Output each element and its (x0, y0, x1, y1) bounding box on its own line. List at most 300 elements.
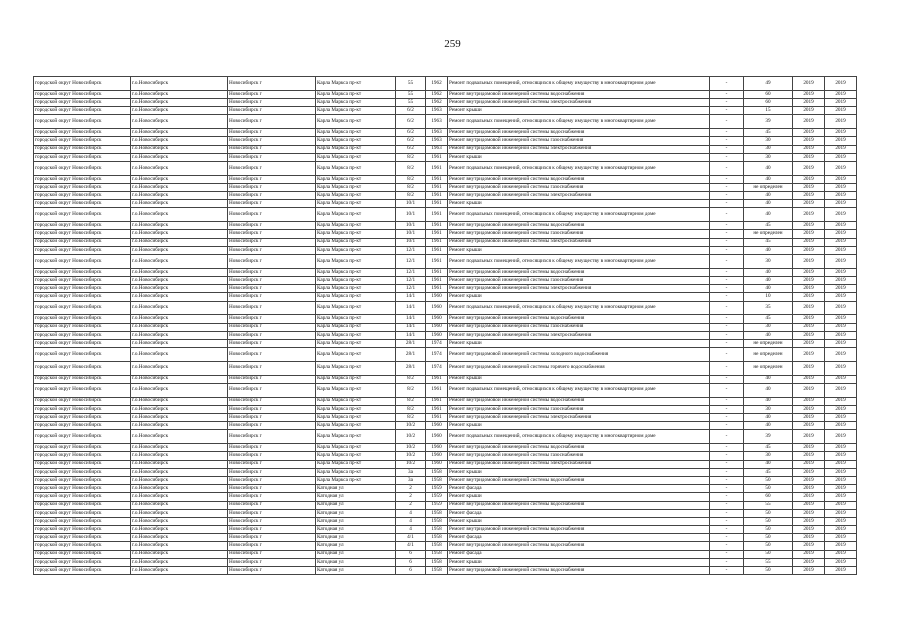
cell-street: Карла Маркса пр-кт (316, 222, 396, 230)
cell-settlement-type: г.о.Новосибирск (131, 405, 228, 413)
cell-build-year: 1958 (426, 534, 448, 542)
cell-city: Новосибирск г (228, 542, 316, 550)
cell-street: Катодная ул (316, 501, 396, 509)
cell-dash: - (710, 285, 744, 293)
cell-cost-value: 45 (744, 468, 793, 476)
cell-start-year: 2019 (793, 293, 825, 301)
cell-cost-value: 30 (744, 255, 793, 269)
cell-work-type: Ремонт внутридомовой инженерной системы водоснабжения (448, 526, 710, 534)
cell-work-type: Ремонт крыши (448, 293, 710, 301)
cell-settlement-type: г.о.Новосибирск (131, 107, 228, 115)
cell-build-year: 1959 (426, 501, 448, 509)
cell-dash: - (710, 331, 744, 339)
cell-cost-value: 50 (744, 542, 793, 550)
cell-city: Новосибирск г (228, 422, 316, 430)
cell-work-type: Ремонт внутридомовой инженерной системы водоснабжения (448, 444, 710, 452)
cell-dash: - (710, 192, 744, 200)
cell-build-year: 1962 (426, 90, 448, 98)
cell-settlement-type: г.о.Новосибирск (131, 542, 228, 550)
cell-end-year: 2019 (825, 468, 857, 476)
cell-street: Карла Маркса пр-кт (316, 208, 396, 222)
cell-municipality: городской округ Новосибирск (34, 509, 131, 517)
cell-city: Новосибирск г (228, 77, 316, 91)
cell-cost-value: 30 (744, 323, 793, 331)
cell-start-year: 2019 (793, 77, 825, 91)
cell-dash: - (710, 115, 744, 129)
cell-settlement-type: г.о.Новосибирск (131, 230, 228, 238)
cell-city: Новосибирск г (228, 493, 316, 501)
cell-work-type: Ремонт фасада (448, 509, 710, 517)
cell-start-year: 2019 (793, 375, 825, 383)
cell-street: Катодная ул (316, 567, 396, 575)
cell-work-type: Ремонт фасада (448, 534, 710, 542)
table-row (34, 383, 857, 397)
cell-end-year: 2019 (825, 422, 857, 430)
cell-city: Новосибирск г (228, 452, 316, 460)
cell-end-year: 2019 (825, 77, 857, 91)
cell-cost-value: 40 (744, 192, 793, 200)
cell-start-year: 2019 (793, 323, 825, 331)
cell-dash: - (710, 397, 744, 405)
cell-street: Карла Маркса пр-кт (316, 90, 396, 98)
cell-work-type: Ремонт подвальных помещений, относящихся к общему имуществу в многоквартирном доме (448, 115, 710, 129)
cell-end-year: 2019 (825, 246, 857, 254)
cell-build-year: 1961 (426, 200, 448, 208)
cell-municipality: городской округ Новосибирск (34, 200, 131, 208)
cell-start-year: 2019 (793, 493, 825, 501)
cell-city: Новосибирск г (228, 430, 316, 444)
cell-start-year: 2019 (793, 452, 825, 460)
cell-street: Карла Маркса пр-кт (316, 315, 396, 323)
cell-municipality: городской округ Новосибирск (34, 383, 131, 397)
cell-city: Новосибирск г (228, 534, 316, 542)
cell-house-number: 55 (396, 90, 426, 98)
cell-build-year: 1960 (426, 315, 448, 323)
cell-city: Новосибирск г (228, 468, 316, 476)
cell-city: Новосибирск г (228, 137, 316, 145)
cell-municipality: городской округ Новосибирск (34, 468, 131, 476)
cell-city: Новосибирск г (228, 255, 316, 269)
cell-build-year: 1961 (426, 222, 448, 230)
cell-house-number: 14/1 (396, 301, 426, 315)
cell-house-number: 12/1 (396, 268, 426, 276)
cell-build-year: 1958 (426, 468, 448, 476)
cell-start-year: 2019 (793, 339, 825, 347)
table-row (34, 293, 857, 301)
cell-settlement-type: г.о.Новосибирск (131, 153, 228, 161)
cell-settlement-type: г.о.Новосибирск (131, 192, 228, 200)
table-row (34, 175, 857, 183)
table-row (34, 331, 857, 339)
cell-city: Новосибирск г (228, 107, 316, 115)
cell-cost-value: 45 (744, 444, 793, 452)
table-row (34, 567, 857, 575)
cell-work-type: Ремонт внутридомовой инженерной системы водоснабжения (448, 90, 710, 98)
cell-cost-value: 45 (744, 315, 793, 323)
cell-dash: - (710, 301, 744, 315)
cell-house-number: 10/2 (396, 430, 426, 444)
cell-cost-value: 50 (744, 550, 793, 558)
cell-cost-value: 39 (744, 430, 793, 444)
cell-build-year: 1974 (426, 339, 448, 347)
cell-municipality: городской округ Новосибирск (34, 77, 131, 91)
cell-house-number: 6 (396, 567, 426, 575)
cell-work-type: Ремонт крыши (448, 422, 710, 430)
cell-street: Карла Маркса пр-кт (316, 460, 396, 468)
cell-city: Новосибирск г (228, 509, 316, 517)
cell-city: Новосибирск г (228, 301, 316, 315)
cell-settlement-type: г.о.Новосибирск (131, 348, 228, 362)
cell-settlement-type: г.о.Новосибирск (131, 208, 228, 222)
table-row (34, 476, 857, 484)
cell-house-number: 14/1 (396, 323, 426, 331)
cell-dash: - (710, 534, 744, 542)
cell-settlement-type: г.о.Новосибирск (131, 255, 228, 269)
cell-settlement-type: г.о.Новосибирск (131, 375, 228, 383)
cell-end-year: 2019 (825, 238, 857, 246)
cell-settlement-type: г.о.Новосибирск (131, 301, 228, 315)
cell-work-type: Ремонт подвальных помещений, относящихся к общему имуществу в многоквартирном доме (448, 255, 710, 269)
cell-dash: - (710, 276, 744, 284)
cell-build-year: 1962 (426, 77, 448, 91)
cell-city: Новосибирск г (228, 98, 316, 106)
cell-start-year: 2019 (793, 534, 825, 542)
cell-municipality: городской округ Новосибирск (34, 161, 131, 175)
cell-work-type: Ремонт внутридомовой инженерной системы электроснабжения (448, 285, 710, 293)
cell-settlement-type: г.о.Новосибирск (131, 137, 228, 145)
cell-cost-value: 40 (744, 375, 793, 383)
cell-end-year: 2019 (825, 526, 857, 534)
cell-municipality: городской округ Новосибирск (34, 460, 131, 468)
cell-work-type: Ремонт внутридомовой инженерной системы водоснабжения (448, 268, 710, 276)
cell-dash: - (710, 444, 744, 452)
cell-work-type: Ремонт внутридомовой инженерной системы газоснабжения (448, 230, 710, 238)
cell-cost-value: 40 (744, 208, 793, 222)
cell-dash: - (710, 550, 744, 558)
cell-dash: - (710, 339, 744, 347)
cell-settlement-type: г.о.Новосибирск (131, 115, 228, 129)
cell-house-number: 4 (396, 509, 426, 517)
cell-city: Новосибирск г (228, 501, 316, 509)
cell-dash: - (710, 405, 744, 413)
cell-street: Карла Маркса пр-кт (316, 468, 396, 476)
cell-house-number: 4/1 (396, 534, 426, 542)
cell-street: Катодная ул (316, 558, 396, 566)
table-row (34, 348, 857, 362)
cell-municipality: городской округ Новосибирск (34, 361, 131, 375)
cell-house-number: 10/2 (396, 460, 426, 468)
cell-municipality: городской округ Новосибирск (34, 542, 131, 550)
cell-end-year: 2019 (825, 293, 857, 301)
cell-municipality: городской округ Новосибирск (34, 276, 131, 284)
table-row (34, 430, 857, 444)
cell-start-year: 2019 (793, 414, 825, 422)
cell-settlement-type: г.о.Новосибирск (131, 276, 228, 284)
cell-house-number: 4 (396, 517, 426, 525)
cell-cost-value: 45 (744, 222, 793, 230)
cell-dash: - (710, 98, 744, 106)
cell-city: Новосибирск г (228, 276, 316, 284)
cell-start-year: 2019 (793, 208, 825, 222)
cell-municipality: городской округ Новосибирск (34, 255, 131, 269)
cell-house-number: 8/2 (396, 161, 426, 175)
cell-work-type: Ремонт внутридомовой инженерной системы горячего водоснабжения (448, 361, 710, 375)
cell-build-year: 1960 (426, 444, 448, 452)
cell-municipality: городской округ Новосибирск (34, 331, 131, 339)
cell-settlement-type: г.о.Новосибирск (131, 430, 228, 444)
cell-house-number: 2 (396, 485, 426, 493)
cell-end-year: 2019 (825, 276, 857, 284)
cell-cost-value: не определен (744, 183, 793, 191)
table-row (34, 361, 857, 375)
cell-build-year: 1960 (426, 460, 448, 468)
cell-work-type: Ремонт крыши (448, 107, 710, 115)
cell-end-year: 2019 (825, 331, 857, 339)
table-row (34, 542, 857, 550)
cell-municipality: городской округ Новосибирск (34, 534, 131, 542)
cell-city: Новосибирск г (228, 567, 316, 575)
cell-municipality: городской округ Новосибирск (34, 98, 131, 106)
cell-cost-value: 40 (744, 268, 793, 276)
cell-house-number: 28/1 (396, 361, 426, 375)
cell-dash: - (710, 558, 744, 566)
cell-city: Новосибирск г (228, 517, 316, 525)
cell-house-number: 2 (396, 501, 426, 509)
cell-settlement-type: г.о.Новосибирск (131, 285, 228, 293)
cell-city: Новосибирск г (228, 550, 316, 558)
cell-build-year: 1961 (426, 153, 448, 161)
cell-build-year: 1960 (426, 430, 448, 444)
cell-street: Карла Маркса пр-кт (316, 183, 396, 191)
cell-work-type: Ремонт крыши (448, 375, 710, 383)
cell-build-year: 1958 (426, 517, 448, 525)
table-row (34, 323, 857, 331)
cell-cost-value: 30 (744, 452, 793, 460)
cell-street: Карла Маркса пр-кт (316, 476, 396, 484)
cell-work-type: Ремонт внутридомовой инженерной системы электроснабжения (448, 98, 710, 106)
cell-house-number: 10/1 (396, 230, 426, 238)
cell-dash: - (710, 145, 744, 153)
cell-end-year: 2019 (825, 509, 857, 517)
cell-city: Новосибирск г (228, 115, 316, 129)
cell-end-year: 2019 (825, 129, 857, 137)
cell-start-year: 2019 (793, 422, 825, 430)
cell-city: Новосибирск г (228, 323, 316, 331)
cell-dash: - (710, 567, 744, 575)
cell-dash: - (710, 509, 744, 517)
cell-dash: - (710, 208, 744, 222)
cell-street: Карла Маркса пр-кт (316, 77, 396, 91)
cell-settlement-type: г.о.Новосибирск (131, 501, 228, 509)
cell-dash: - (710, 230, 744, 238)
cell-start-year: 2019 (793, 246, 825, 254)
cell-dash: - (710, 246, 744, 254)
cell-house-number: 55 (396, 77, 426, 91)
cell-house-number: 10/1 (396, 222, 426, 230)
cell-build-year: 1961 (426, 397, 448, 405)
cell-end-year: 2019 (825, 285, 857, 293)
cell-end-year: 2019 (825, 153, 857, 161)
cell-cost-value: не определен (744, 348, 793, 362)
table-row (34, 200, 857, 208)
cell-cost-value: не определен (744, 339, 793, 347)
cell-municipality: городской округ Новосибирск (34, 145, 131, 153)
cell-dash: - (710, 468, 744, 476)
cell-end-year: 2019 (825, 255, 857, 269)
cell-work-type: Ремонт крыши (448, 558, 710, 566)
cell-municipality: городской округ Новосибирск (34, 107, 131, 115)
table-row (34, 339, 857, 347)
table-row (34, 77, 857, 91)
cell-dash: - (710, 501, 744, 509)
table-row (34, 526, 857, 534)
cell-cost-value: 60 (744, 493, 793, 501)
cell-build-year: 1961 (426, 246, 448, 254)
cell-city: Новосибирск г (228, 339, 316, 347)
cell-settlement-type: г.о.Новосибирск (131, 526, 228, 534)
cell-start-year: 2019 (793, 501, 825, 509)
cell-street: Карла Маркса пр-кт (316, 192, 396, 200)
cell-start-year: 2019 (793, 285, 825, 293)
cell-start-year: 2019 (793, 90, 825, 98)
cell-settlement-type: г.о.Новосибирск (131, 129, 228, 137)
cell-work-type: Ремонт внутридомовой инженерной системы газоснабжения (448, 183, 710, 191)
table-row (34, 485, 857, 493)
cell-cost-value: 40 (744, 460, 793, 468)
cell-municipality: городской округ Новосибирск (34, 222, 131, 230)
cell-city: Новосибирск г (228, 183, 316, 191)
cell-settlement-type: г.о.Новосибирск (131, 414, 228, 422)
cell-build-year: 1959 (426, 485, 448, 493)
cell-build-year: 1960 (426, 452, 448, 460)
cell-end-year: 2019 (825, 230, 857, 238)
cell-end-year: 2019 (825, 183, 857, 191)
page-number: 259 (444, 38, 461, 50)
cell-house-number: 4 (396, 526, 426, 534)
cell-municipality: городской округ Новосибирск (34, 567, 131, 575)
cell-street: Катодная ул (316, 534, 396, 542)
cell-work-type: Ремонт подвальных помещений, относящихся к общему имуществу в многоквартирном доме (448, 430, 710, 444)
cell-end-year: 2019 (825, 534, 857, 542)
cell-build-year: 1974 (426, 348, 448, 362)
cell-start-year: 2019 (793, 397, 825, 405)
cell-house-number: 14/1 (396, 315, 426, 323)
cell-build-year: 1961 (426, 285, 448, 293)
cell-municipality: городской округ Новосибирск (34, 375, 131, 383)
table-row (34, 375, 857, 383)
cell-dash: - (710, 485, 744, 493)
cell-city: Новосибирск г (228, 268, 316, 276)
cell-end-year: 2019 (825, 145, 857, 153)
cell-dash: - (710, 414, 744, 422)
cell-end-year: 2019 (825, 517, 857, 525)
cell-settlement-type: г.о.Новосибирск (131, 550, 228, 558)
cell-municipality: городской округ Новосибирск (34, 550, 131, 558)
cell-municipality: городской округ Новосибирск (34, 115, 131, 129)
cell-build-year: 1963 (426, 115, 448, 129)
cell-city: Новосибирск г (228, 175, 316, 183)
cell-city: Новосибирск г (228, 208, 316, 222)
cell-work-type: Ремонт крыши (448, 493, 710, 501)
cell-cost-value: 60 (744, 98, 793, 106)
cell-start-year: 2019 (793, 175, 825, 183)
cell-dash: - (710, 517, 744, 525)
cell-start-year: 2019 (793, 485, 825, 493)
cell-dash: - (710, 452, 744, 460)
cell-build-year: 1960 (426, 301, 448, 315)
cell-work-type: Ремонт внутридомовой инженерной системы водоснабжения (448, 476, 710, 484)
cell-cost-value: 39 (744, 115, 793, 129)
cell-settlement-type: г.о.Новосибирск (131, 293, 228, 301)
cell-settlement-type: г.о.Новосибирск (131, 383, 228, 397)
cell-settlement-type: г.о.Новосибирск (131, 397, 228, 405)
cell-build-year: 1963 (426, 107, 448, 115)
cell-settlement-type: г.о.Новосибирск (131, 444, 228, 452)
cell-city: Новосибирск г (228, 361, 316, 375)
cell-start-year: 2019 (793, 405, 825, 413)
cell-work-type: Ремонт внутридомовой инженерной системы водоснабжения (448, 397, 710, 405)
cell-house-number: 6/2 (396, 107, 426, 115)
cell-street: Карла Маркса пр-кт (316, 98, 396, 106)
cell-house-number: 8/2 (396, 153, 426, 161)
cell-end-year: 2019 (825, 460, 857, 468)
cell-street: Карла Маркса пр-кт (316, 238, 396, 246)
cell-work-type: Ремонт внутридомовой инженерной системы газоснабжения (448, 276, 710, 284)
cell-start-year: 2019 (793, 526, 825, 534)
cell-build-year: 1961 (426, 414, 448, 422)
cell-cost-value: 40 (744, 383, 793, 397)
cell-municipality: городской округ Новосибирск (34, 501, 131, 509)
table-row (34, 192, 857, 200)
cell-settlement-type: г.о.Новосибирск (131, 517, 228, 525)
cell-settlement-type: г.о.Новосибирск (131, 460, 228, 468)
cell-city: Новосибирск г (228, 145, 316, 153)
cell-municipality: городской округ Новосибирск (34, 175, 131, 183)
cell-build-year: 1962 (426, 98, 448, 106)
table-row (34, 301, 857, 315)
cell-work-type: Ремонт внутридомовой инженерной системы водоснабжения (448, 501, 710, 509)
cell-municipality: городской округ Новосибирск (34, 301, 131, 315)
table-row (34, 153, 857, 161)
cell-municipality: городской округ Новосибирск (34, 230, 131, 238)
table-row (34, 208, 857, 222)
cell-house-number: 12/1 (396, 285, 426, 293)
table-row (34, 107, 857, 115)
cell-start-year: 2019 (793, 430, 825, 444)
cell-build-year: 1961 (426, 375, 448, 383)
cell-end-year: 2019 (825, 175, 857, 183)
cell-work-type: Ремонт подвальных помещений, относящихся к общему имуществу в многоквартирном доме (448, 208, 710, 222)
cell-settlement-type: г.о.Новосибирск (131, 468, 228, 476)
cell-work-type: Ремонт внутридомовой инженерной системы холодного водоснабжения (448, 348, 710, 362)
cell-house-number: 10/2 (396, 444, 426, 452)
cell-municipality: городской округ Новосибирск (34, 285, 131, 293)
cell-dash: - (710, 129, 744, 137)
cell-street: Карла Маркса пр-кт (316, 361, 396, 375)
cell-city: Новосибирск г (228, 238, 316, 246)
cell-municipality: городской округ Новосибирск (34, 397, 131, 405)
cell-house-number: 12/1 (396, 255, 426, 269)
cell-street: Катодная ул (316, 485, 396, 493)
cell-end-year: 2019 (825, 485, 857, 493)
cell-house-number: 14/1 (396, 293, 426, 301)
table-row (34, 460, 857, 468)
cell-end-year: 2019 (825, 501, 857, 509)
cell-dash: - (710, 476, 744, 484)
cell-start-year: 2019 (793, 268, 825, 276)
cell-dash: - (710, 238, 744, 246)
cell-settlement-type: г.о.Новосибирск (131, 534, 228, 542)
